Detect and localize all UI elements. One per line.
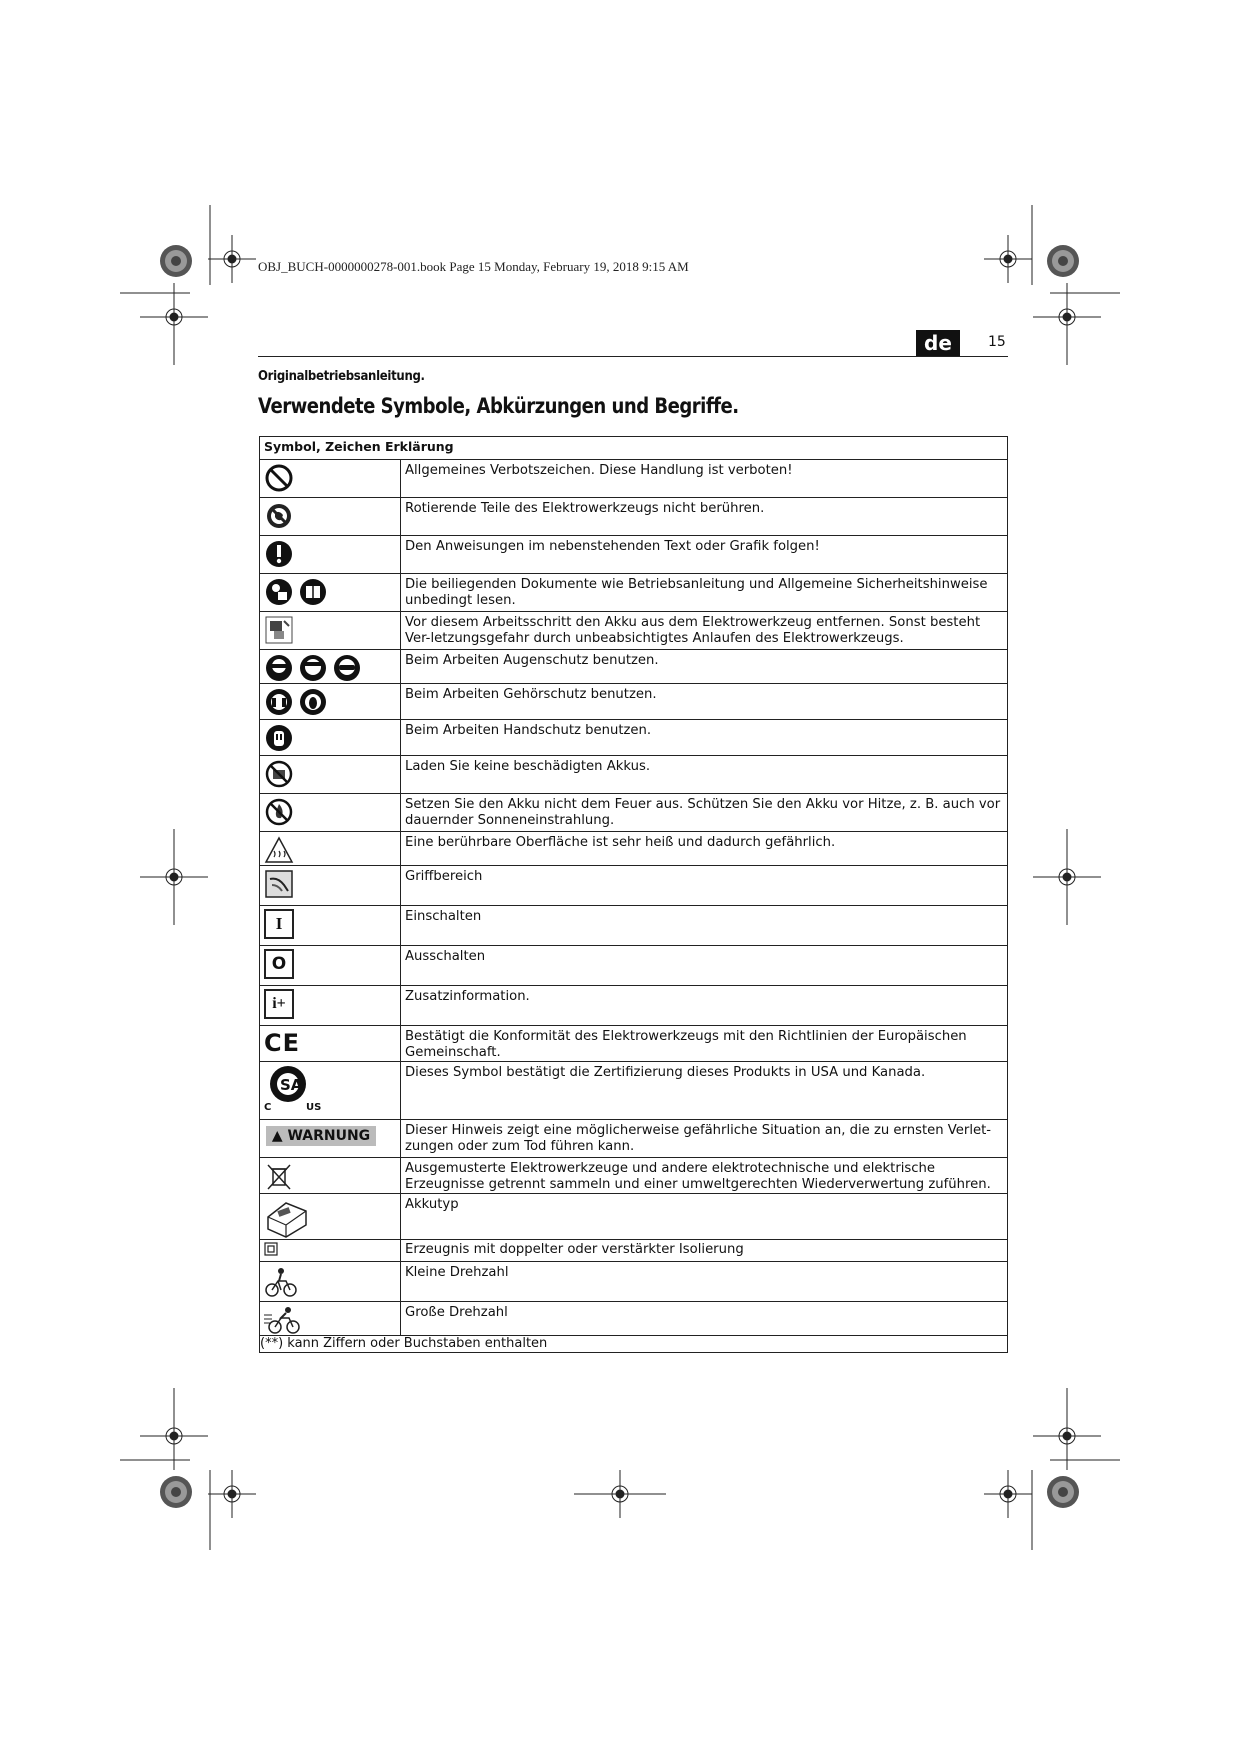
warning-label: WARNUNG [287,1128,371,1144]
no-touch-rotating-icon [264,501,294,531]
table-row [260,866,1008,906]
row-text: Akkutyp [401,1194,1008,1240]
switch-on-icon: I [264,909,294,939]
eye-protection-icon [264,653,294,683]
table-row [260,906,1008,946]
table-row [260,612,1008,650]
earmuffs-icon [298,687,328,717]
row-text: Den Anweisungen im nebenstehenden Text oder Grafik folgen! [401,536,1008,574]
mandatory-exclamation-icon [264,539,294,569]
row-text: Die beiliegenden Dokumente wie Betriebsanleitung und Allgemeine Sicherheitshinweise unbedingt lesen. [401,574,1008,612]
row-text: Ausschalten [401,946,1008,986]
table-row [260,1026,1008,1062]
high-speed-icon [264,1305,302,1335]
csa-left-label: C [264,1102,272,1113]
row-text: Rotierende Teile des Elektrowerkzeugs nicht berühren. [401,498,1008,536]
csa-right-label: US [306,1102,322,1113]
table-header: Symbol, Zeichen Erklärung [260,437,1008,460]
goggles-icon [332,653,362,683]
row-text: Große Drehzahl [401,1302,1008,1336]
table-row [260,460,1008,498]
csa-mark-icon [260,1062,400,1118]
no-damaged-battery-icon [264,759,294,789]
battery-type-icon [264,1197,310,1239]
info-icon: i+ [264,989,294,1019]
low-speed-icon [264,1265,298,1299]
row-text: Ausgemusterte Elektrowerkzeuge und andere elektrotechnische und elektrische Erzeugnisse getrennt sammeln und einer umweltgerechten Wiederverwertung zuführen. [401,1158,1008,1194]
table-row [260,574,1008,612]
table-row [260,1062,1008,1120]
hot-surface-icon [264,835,294,865]
table-row [260,832,1008,866]
table-row [260,794,1008,832]
symbols-table [259,436,1008,1353]
face-shield-icon [298,653,328,683]
no-fire-icon [264,797,294,827]
table-row [260,720,1008,756]
double-insulation-icon [264,1242,278,1256]
remove-battery-icon [264,615,294,645]
table-row [260,946,1008,986]
row-text: Beim Arbeiten Augenschutz benutzen. [401,650,1008,684]
ce-mark-icon: CE [264,1029,301,1057]
doc-subtitle: Originalbetriebsanleitung. [258,369,425,384]
warning-badge: ▲ WARNUNG [266,1126,376,1146]
book-info-line: OBJ_BUCH-0000000278-001.book Page 15 Monday, February 19, 2018 9:15 AM [258,259,689,274]
header-rule [258,356,1008,357]
hearing-protection-icon [264,687,294,717]
table-row [260,1194,1008,1240]
read-manual-icon [264,577,294,607]
page-number: 15 [988,334,1006,350]
table-row [260,498,1008,536]
row-text: Einschalten [401,906,1008,946]
row-text: Beim Arbeiten Gehörschutz benutzen. [401,684,1008,720]
row-text: Setzen Sie den Akku nicht dem Feuer aus. Schützen Sie den Akku vor Hitze, z. B. auch vor dauernder Sonneneinstrahlung. [401,794,1008,832]
row-text: Allgemeines Verbotszeichen. Diese Handlung ist verboten! [401,460,1008,498]
table-row [260,986,1008,1026]
switch-off-icon: O [264,949,294,979]
table-row [260,1120,1008,1158]
weee-bin-icon [264,1161,294,1191]
row-text: Bestätigt die Konformität des Elektrowerkzeugs mit den Richtlinien der Europäischen Gemeinschaft. [401,1026,1008,1062]
table-row [260,536,1008,574]
table-row [260,684,1008,720]
row-text: Dieser Hinweis zeigt eine möglicherweise gefährliche Situation an, die zu ernsten Verlet-zungen oder zum Tod führen kann. [401,1120,1008,1158]
row-text: Griffbereich [401,866,1008,906]
table-row [260,1158,1008,1194]
language-badge: de [916,330,960,356]
page-title: Verwendete Symbole, Abkürzungen und Begriffe. [258,394,739,418]
grip-area-icon [264,869,294,899]
table-row [260,1240,1008,1262]
row-text: Vor diesem Arbeitsschritt den Akku aus dem Elektrowerkzeug entfernen. Sonst besteht Ver-letzungsgefahr durch unbeabsichtigtes Anlaufen des Elektrowerkzeugs. [401,612,1008,650]
row-text: Zusatzinformation. [401,986,1008,1026]
row-text: Laden Sie keine beschädigten Akkus. [401,756,1008,794]
table-row [260,1262,1008,1302]
table-row [260,650,1008,684]
row-text: Erzeugnis mit doppelter oder verstärkter Isolierung [401,1240,1008,1262]
book-icon [298,577,328,607]
table-row [260,1302,1008,1336]
table-row [260,756,1008,794]
prohibition-icon [264,463,294,493]
row-text: Kleine Drehzahl [401,1262,1008,1302]
table-footer: (**) kann Ziffern oder Buchstaben enthalten [260,1336,1008,1353]
svg-text:SA: SA [280,1076,303,1094]
row-text: Dieses Symbol bestätigt die Zertifizierung dieses Produkts in USA und Kanada. [401,1062,1008,1120]
row-text: Eine berührbare Oberfläche ist sehr heiß und dadurch gefährlich. [401,832,1008,866]
row-text: Beim Arbeiten Handschutz benutzen. [401,720,1008,756]
gloves-icon [264,723,294,753]
